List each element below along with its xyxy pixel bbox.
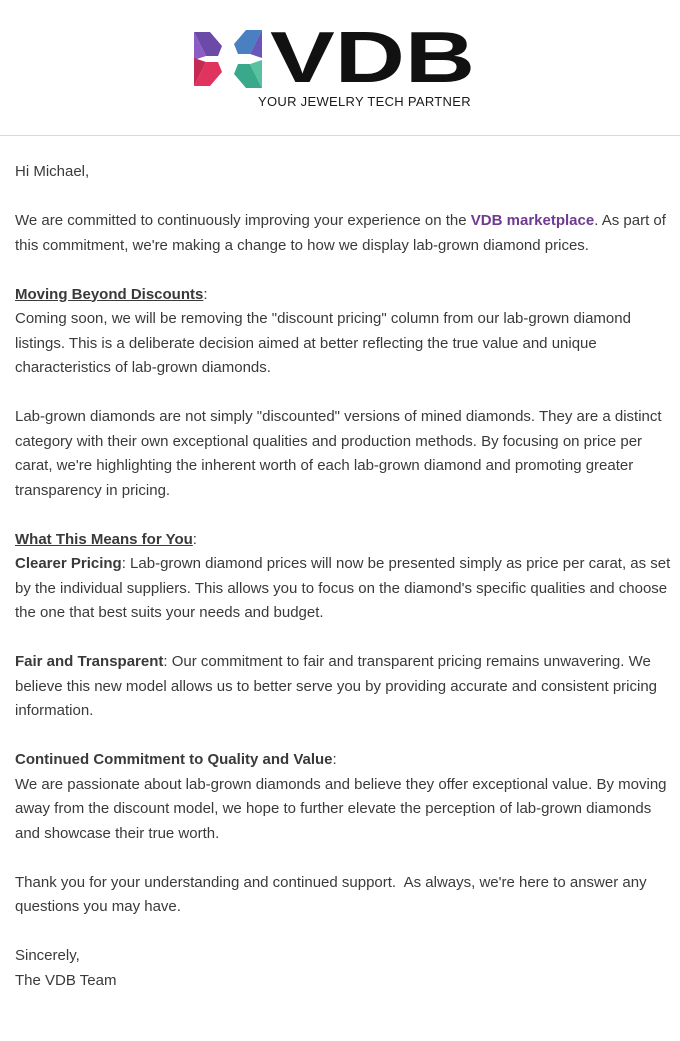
logo-tagline: YOUR JEWELRY TECH PARTNER — [258, 94, 471, 109]
heading-colon: : — [192, 530, 197, 548]
signature: The VDB Team — [15, 971, 117, 989]
thanks-paragraph: Thank you for your understanding and continued support. As always, we're here to answer any questions you may have. — [15, 873, 651, 915]
signoff-block — [15, 944, 675, 993]
intro-paragraph — [15, 209, 675, 258]
email-body — [15, 160, 675, 1018]
vdb-logo-icon — [190, 22, 266, 94]
clearer-pricing-label: Clearer Pricing — [15, 555, 122, 572]
fair-transparent-body: : Our commitment to fair and transparent pricing remains unwavering. We believe this new model allows us to better serve you by providing accurate and consistent pricing information. — [15, 653, 658, 719]
vdb-marketplace-link[interactable]: VDB marketplace — [470, 212, 595, 229]
commitment-label: Continued Commitment to Quality and Value — [15, 751, 333, 768]
commitment-paragraph — [15, 748, 675, 846]
commitment-body: We are passionate about lab-grown diamonds and believe they offer exceptional value. By moving away from the discount model, we hope to further elevate the perception of lab-grown diamonds and showcase their true worth. — [15, 775, 667, 842]
clearer-pricing-body: : Lab-grown diamond prices will now be presented simply as price per carat, as set by the individual suppliers. This allows you to focus on the diamond's specific qualities and choose the one that best suits your needs and budget. — [15, 555, 671, 621]
label-colon: : — [332, 751, 337, 768]
signoff: Sincerely, — [15, 947, 80, 964]
vdb-wordmark — [270, 20, 480, 92]
section-body: Coming soon, we will be removing the "discount pricing" column from our lab-grown diamond listings. This is a deliberate decision aimed at better reflecting the true value and unique characteristics of lab-grown diamonds. — [15, 310, 631, 376]
svg-text:VDB: VDB — [270, 20, 475, 92]
section-heading: Moving Beyond Discounts — [15, 285, 204, 303]
section-what-this-means — [15, 528, 675, 626]
greeting: Hi Michael, — [15, 163, 90, 180]
email-header — [0, 0, 680, 136]
fair-transparent-paragraph — [15, 650, 675, 724]
lab-grown-paragraph: Lab-grown diamonds are not simply "discounted" versions of mined diamonds. They are a distinct category with their own exceptional qualities and production methods. By focusing on price per carat, we're highlighting the inherent worth of each lab-grown diamond and promoting greater transparency in pricing. — [15, 408, 662, 499]
intro-text: We are committed to continuously improving your experience on the — [15, 212, 471, 229]
heading-colon: : — [203, 285, 208, 303]
intro-text-end: . As part of this commitment, we're making a change to how we display lab-grown diamond prices. — [15, 212, 666, 254]
section-heading: What This Means for You — [15, 530, 193, 548]
section-moving-beyond — [15, 283, 675, 381]
fair-transparent-label: Fair and Transparent — [15, 653, 164, 670]
